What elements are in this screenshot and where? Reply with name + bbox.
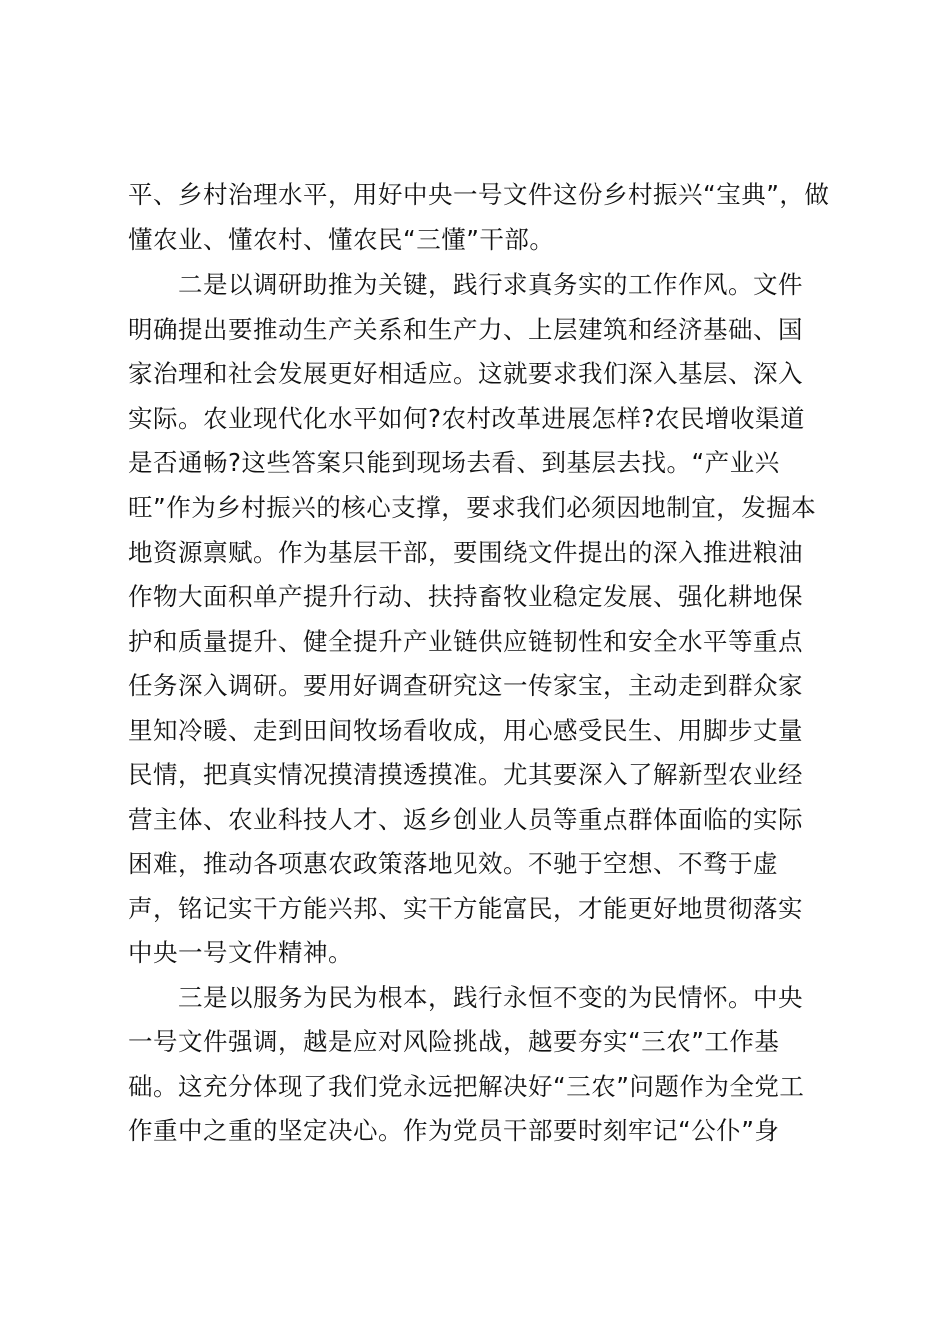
text-line: 地资源禀赋。作为基层干部，要围绕文件提出的深入推进粮油: [128, 538, 803, 567]
text-line: 任务深入调研。要用好调查研究这一传家宝，主动走到群众家: [128, 671, 803, 700]
text-line: 作物大面积单产提升行动、扶持畜牧业稳定发展、强化耕地保: [128, 582, 803, 611]
text-line: 困难，推动各项惠农政策落地见效。不驰于空想、不骛于虚: [128, 849, 778, 878]
text-line: 础。这充分体现了我们党永远把解决好“三农”问题作为全党工: [128, 1072, 805, 1101]
paragraph-start-line: 三是以服务为民为根本，践行永恒不变的为民情怀。中央: [178, 983, 803, 1012]
text-line: 里知冷暖、走到田间牧场看收成，用心感受民生、用脚步丈量: [128, 716, 803, 745]
text-line: 声，铭记实干方能兴邦、实干方能富民，才能更好地贯彻落实: [128, 894, 803, 923]
text-line: 家治理和社会发展更好相适应。这就要求我们深入基层、深入: [128, 359, 803, 388]
text-line: 懂农业、懂农村、懂农民“三懂”干部。: [128, 225, 555, 254]
text-line: 实际。农业现代化水平如何?农村改革进展怎样?农民增收渠道: [128, 404, 806, 433]
text-line: 营主体、农业科技人才、返乡创业人员等重点群体面临的实际: [128, 805, 803, 834]
text-line: 民情，把真实情况摸清摸透摸准。尤其要深入了解新型农业经: [128, 760, 803, 789]
text-line: 旺”作为乡村振兴的核心支撑，要求我们必须因地制宜，发掘本: [128, 493, 817, 522]
text-line: 护和质量提升、健全提升产业链供应链韧性和安全水平等重点: [128, 627, 803, 656]
text-line: 明确提出要推动生产关系和生产力、上层建筑和经济基础、国: [128, 315, 803, 344]
text-line: 一号文件强调，越是应对风险挑战，越要夯实“三农”工作基: [128, 1027, 780, 1056]
text-line: 是否通畅?这些答案只能到现场去看、到基层去找。“产业兴: [128, 448, 780, 477]
text-line: 作重中之重的坚定决心。作为党员干部要时刻牢记“公仆”身: [128, 1116, 780, 1145]
paragraph-start-line: 二是以调研助推为关键，践行求真务实的工作作风。文件: [178, 270, 803, 299]
text-line: 平、乡村治理水平，用好中央一号文件这份乡村振兴“宝典”，做: [128, 180, 830, 209]
text-line: 中央一号文件精神。: [128, 938, 353, 967]
